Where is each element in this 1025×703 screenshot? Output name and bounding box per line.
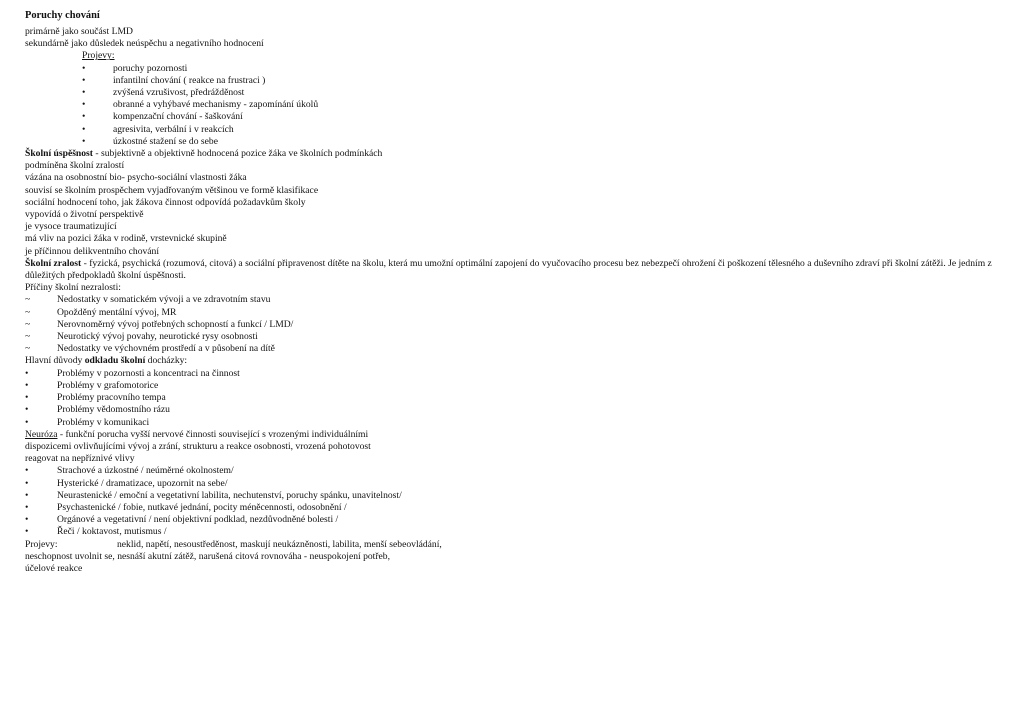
list-item: • obranné a vyhýbavé mechanismy - zapomínání úkolů <box>82 99 319 111</box>
list-item: • Psychastenické / fobie, nutkavé jednání, pocity méněcennosti, odosobnění / <box>25 501 347 513</box>
intro-line: sekundárně jako důsledek neúspěchu a negativního hodnocení <box>25 38 264 50</box>
text-line: podmíněna školní zralostí <box>25 160 125 172</box>
text-line: souvisí se školním prospěchem vyjadřovaným většinou ve formě klasifikace <box>25 184 319 196</box>
list-item: • Problémy v pozornosti a koncentraci na činnost <box>25 367 240 379</box>
skolni-zralost-definition: Školní zralost - fyzická, psychická (rozumová, citová) a sociální připravenost dítěte na školu, která mu umožní optimální zapojení do vyučovacího procesu bez nebezpečí ohrožení či poškození tělesného a duševního zdraví při školní zátěži. Je jedním z důležitých předpokladů školní úspěšnosti. <box>25 257 992 282</box>
list-item: • Problémy v grafomotorice <box>25 379 159 391</box>
text-line: je příčinnou delikventního chování <box>25 245 160 257</box>
list-item: • Problémy vědomostního rázu <box>25 404 170 416</box>
neuroza-projevy: Projevy: neklid, napětí, nesoustředěnost, maskují neukázněnosti, labilita, menší sebeovládání, <box>25 538 442 550</box>
list-item: ~ Nerovnoměrný vývoj potřebných schopností a funkcí / LMD/ <box>25 318 294 330</box>
priciny-heading: Příčiny školní nezralosti: <box>25 282 121 294</box>
list-item: • Neurastenické / emoční a vegetativní labilita, nechutenství, poruchy spánku, unavitelnost/ <box>25 489 402 501</box>
text-line: je vysoce traumatizující <box>25 221 117 233</box>
list-item: • kompenzační chování - šaškování <box>82 111 243 123</box>
list-item: • Řeči / koktavost, mutismus / <box>25 526 167 538</box>
list-item: • Problémy v komunikaci <box>25 416 150 428</box>
list-item: • zvýšená vzrušivost, předrážděnost <box>82 87 245 99</box>
text-line: vázána na osobnostní bio- psycho-sociální vlastnosti žáka <box>25 172 247 184</box>
list-item: • Strachové a úzkostné / neúměrné okolnostem/ <box>25 465 234 477</box>
list-item: ~ Opožděný mentální vývoj, MR <box>25 306 177 318</box>
text-line: neschopnost uvolnit se, nesnáší akutní zátěž, narušená citová rovnováha - neuspokojení potřeb, <box>25 550 390 562</box>
projevy-list <box>25 63 1015 148</box>
skolni-uspesnost-definition: Školní úspěšnost - subjektivně a objektivně hodnocená pozice žáka ve školních podmínkách <box>25 148 383 160</box>
list-item: ~ Neurotický vývoj povahy, neurotické rysy osobnosti <box>25 331 258 343</box>
text-line: vypovídá o životní perspektivě <box>25 209 144 221</box>
projevy-heading: Projevy: <box>82 50 115 62</box>
odklad-heading: Hlavní důvody odkladu školní docházky: <box>25 355 188 367</box>
text-line: má vliv na pozici žáka v rodině, vrstevnické skupině <box>25 233 227 245</box>
text-line: dispozicemi ovlivňujícími vývoj a zrání, strukturu a reakce osobnosti, vrozená pohotovost <box>25 440 371 452</box>
odklad-list <box>25 368 1015 429</box>
list-item: • infantilní chování ( reakce na frustraci ) <box>82 74 266 86</box>
text-line: účelové reakce <box>25 562 83 574</box>
text-line: reagovat na nepříznivé vlivy <box>25 453 135 465</box>
document-page <box>25 9 1015 575</box>
list-item: • agresivita, verbální i v reakcích <box>82 123 234 135</box>
priciny-list <box>25 294 1015 355</box>
list-item: • poruchy pozornosti <box>82 62 188 74</box>
neuroza-definition: Neuróza - funkční porucha vyšší nervové činnosti související s vrozenými individuálními <box>25 428 369 440</box>
text-line: sociální hodnocení toho, jak žákova činnost odpovídá požadavkům školy <box>25 196 306 208</box>
list-item: ~ Nedostatky v somatickém vývoji a ve zdravotním stavu <box>25 294 271 306</box>
list-item: • úzkostné stažení se do sebe <box>82 135 218 147</box>
intro-line: primárně jako součást LMD <box>25 26 133 37</box>
doc-title: Poruchy chování <box>25 10 100 21</box>
list-item: ~ Nedostatky ve výchovném prostředí a v působení na dítě <box>25 343 275 355</box>
list-item: • Orgánové a vegetativní / není objektivní podklad, nezdůvodněné bolesti / <box>25 514 339 526</box>
list-item: • Hysterické / dramatizace, upozornit na sebe/ <box>25 477 228 489</box>
neuroza-list <box>25 465 1015 538</box>
list-item: • Problémy pracovního tempa <box>25 392 166 404</box>
